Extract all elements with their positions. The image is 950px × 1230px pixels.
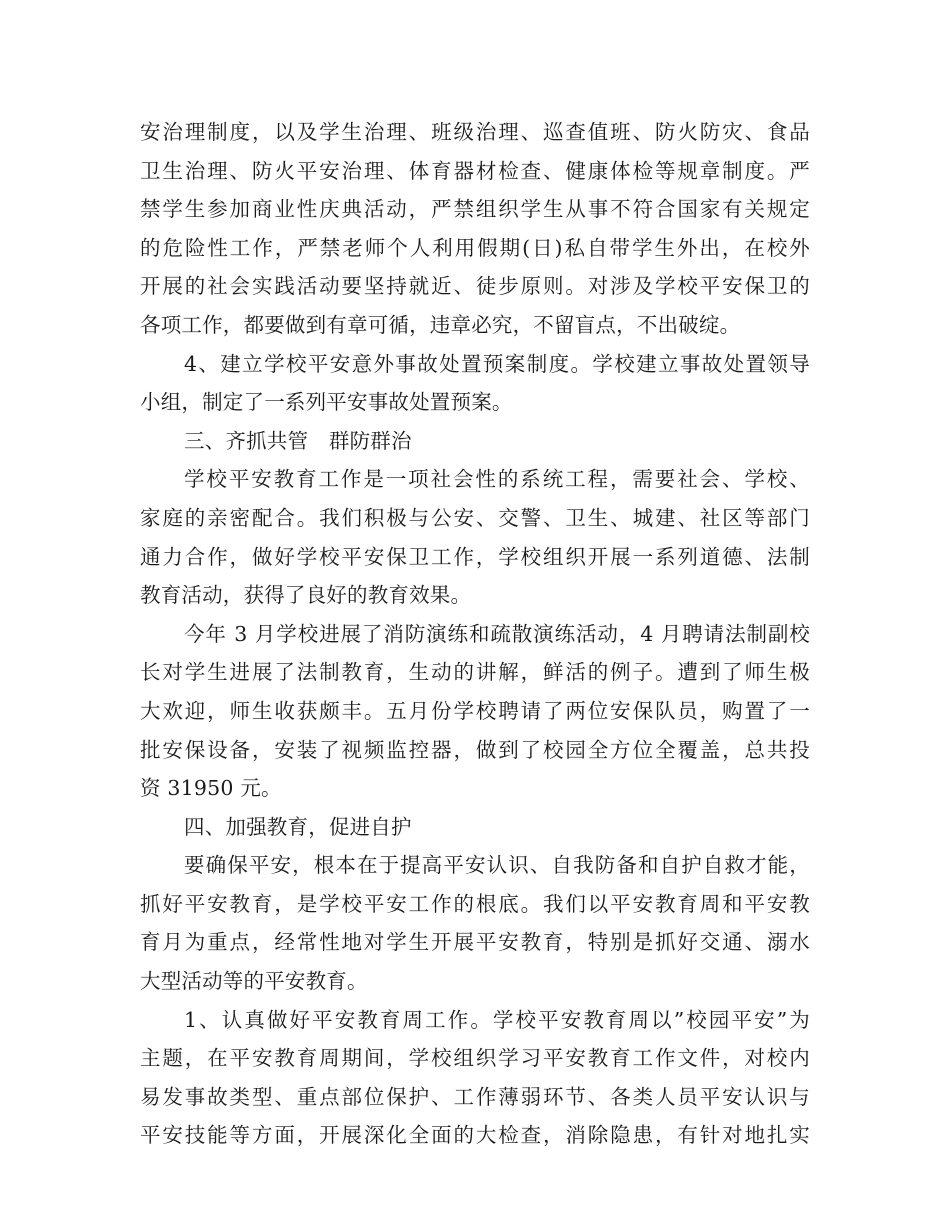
text-line: 教育活动，获得了良好的教育效果。	[140, 583, 472, 608]
text-line: 平安技能等方面，开展深化全面的大检查，消除隐患，有针对地扎实	[140, 1123, 810, 1148]
text-line: 要确保平安，根本在于提高平安认识、自我防备和自护自救才能，	[184, 853, 810, 878]
text-line: 通力合作，做好学校平安保卫工作，学校组织开展一系列道德、法制	[140, 544, 810, 569]
text-line: 的危险性工作，严禁老师个人利用假期(日)私自带学生外出，在校外	[140, 235, 810, 260]
text-line: 今年 3 月学校进展了消防演练和疏散演练活动，4 月聘请法制副校	[184, 621, 810, 646]
text-line: 育月为重点，经常性地对学生开展平安教育，特别是抓好交通、溺水	[140, 930, 810, 955]
text-line: 禁学生参加商业性庆典活动，严禁组织学生从事不符合国家有关规定	[140, 197, 810, 222]
document-body	[140, 113, 810, 1155]
text-line: 大型活动等的平安教育。	[140, 969, 368, 994]
text-line: 卫生治理、防火平安治理、体育器材检查、健康体检等规章制度。严	[140, 158, 810, 183]
text-line: 开展的社会实践活动要坚持就近、徒步原则。对涉及学校平安保卫的	[140, 274, 810, 299]
text-line: 长对学生进展了法制教育，生动的讲解，鲜活的例子。遭到了师生极	[140, 660, 810, 685]
text-line: 四、加强教育，促进自护	[184, 814, 412, 839]
text-line: 三、齐抓共管 群防群治	[184, 428, 412, 453]
text-line: 1、认真做好平安教育周工作。学校平安教育周以”校园平安”为	[184, 1007, 810, 1032]
text-line: 易发事故类型、重点部位保护、工作薄弱环节、各类人员平安认识与	[140, 1084, 810, 1109]
text-line: 4、建立学校平安意外事故处置预案制度。学校建立事故处置领导	[184, 351, 810, 376]
text-line: 批安保设备，安装了视频监控器，做到了校园全方位全覆盖，总共投	[140, 737, 810, 762]
text-line: 资 31950 元。	[140, 776, 282, 801]
text-line: 小组，制定了一系列平安事故处置预案。	[140, 390, 513, 415]
text-line: 各项工作，都要做到有章可循，违章必究，不留盲点，不出破绽。	[140, 312, 741, 337]
text-line: 家庭的亲密配合。我们积极与公安、交警、卫生、城建、社区等部门	[140, 505, 810, 530]
text-line: 主题，在平安教育周期间，学校组织学习平安教育工作文件，对校内	[140, 1046, 810, 1071]
text-line: 安治理制度，以及学生治理、班级治理、巡查值班、防火防灾、食品	[140, 120, 810, 144]
text-line: 学校平安教育工作是一项社会性的系统工程，需要社会、学校、	[184, 467, 810, 492]
text-line: 抓好平安教育，是学校平安工作的根底。我们以平安教育周和平安教	[140, 891, 810, 916]
text-line: 大欢迎，师生收获颇丰。五月份学校聘请了两位安保队员，购置了一	[140, 698, 810, 723]
